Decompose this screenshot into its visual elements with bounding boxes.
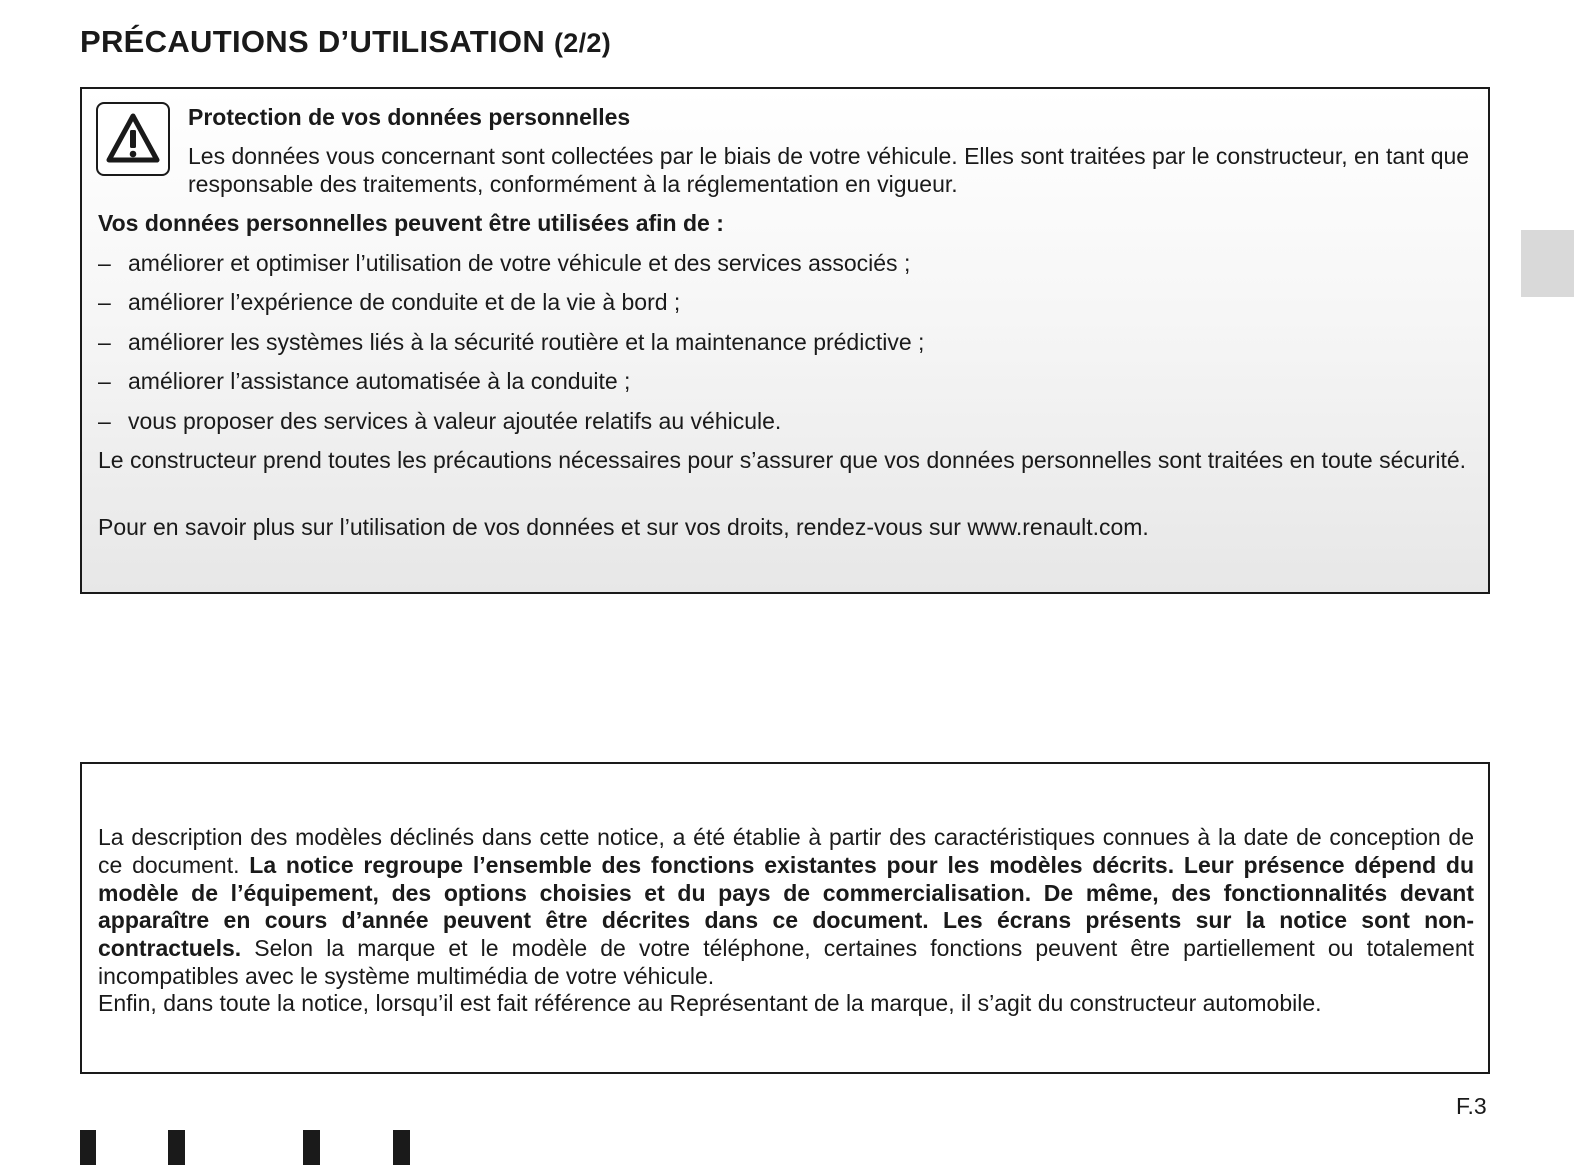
notice-disclaimer-text xyxy=(98,824,1474,991)
list-item xyxy=(98,367,924,406)
list-dash: – xyxy=(98,368,111,395)
list-item-text: améliorer les systèmes liés à la sécurité routière et la maintenance prédictive ; xyxy=(128,328,925,355)
privacy-security-note: Le constructeur prend toutes les précautions nécessaires pour s’assurer que vos données personnelles sont traitées en toute sécurité. xyxy=(98,447,1467,473)
notice-disclaimer-box xyxy=(80,762,1490,1074)
page-title-part: (2/2) xyxy=(553,28,611,58)
list-item xyxy=(98,407,924,446)
list-item xyxy=(98,288,924,327)
list-dash: – xyxy=(98,250,111,276)
list-item-text: améliorer l’assistance automatisée à la conduite ; xyxy=(128,368,631,395)
list-item xyxy=(98,328,924,367)
page-number: F.3 xyxy=(1456,1093,1487,1119)
privacy-more-info: Pour en savoir plus sur l’utilisation de vos données et sur vos droits, rendez-vous sur www.renault.com. xyxy=(98,514,1149,540)
notice-part1: La description des modèles déclinés dans cette notice, a été établie à partir des caractéristiques connues à la date de conception de ce document. xyxy=(98,824,1474,878)
list-item xyxy=(98,249,924,288)
list-dash: – xyxy=(98,407,111,434)
notice-part3: Selon la marque et le modèle de votre téléphone, certaines fonctions peuvent être partiellement ou totalement incompatibles avec le système multimédia de votre véhicule. xyxy=(98,935,1474,989)
privacy-warning-box xyxy=(80,87,1490,594)
privacy-intro: Les données vous concernant sont collectées par le biais de votre véhicule. Elles sont traitées par le constructeur, en tant que responsable des traitements, conformément à la réglementation en vigueur. xyxy=(188,143,1470,197)
privacy-usage-list xyxy=(98,249,924,446)
list-item-text: améliorer et optimiser l’utilisation de votre véhicule et des services associés ; xyxy=(128,250,911,276)
page-title-text: PRÉCAUTIONS D’UTILISATION xyxy=(80,24,546,59)
list-dash: – xyxy=(98,289,111,316)
list-item-text: améliorer l’expérience de conduite et de la vie à bord ; xyxy=(128,289,681,316)
print-mark-bar xyxy=(303,1130,320,1165)
print-mark-bar xyxy=(168,1130,185,1165)
page-title xyxy=(80,24,611,60)
side-tab-marker xyxy=(1521,230,1574,297)
warning-triangle-icon xyxy=(96,102,170,176)
print-mark-bar xyxy=(80,1130,96,1165)
print-mark-bar xyxy=(393,1130,410,1165)
list-item-text: vous proposer des services à valeur ajoutée relatifs au véhicule. xyxy=(128,407,782,434)
list-dash: – xyxy=(98,328,111,355)
notice-last-line: Enfin, dans toute la notice, lorsqu’il est fait référence au Représentant de la marque, il s’agit du constructeur automobile. xyxy=(98,990,1322,1016)
privacy-heading: Protection de vos données personnelles xyxy=(188,104,631,130)
notice-part2-bold: La notice regroupe l’ensemble des fonctions existantes pour les modèles décrits. Leur présence dépend du modèle de l’équipement, des options choisies et du pays de commercialisation. De même, des fonctionnalités devant apparaître en cours d’année peuvent être décrites dans ce document. Les écrans présents sur la notice sont non-contractuels. xyxy=(98,851,1474,962)
privacy-usage-lead: Vos données personnelles peuvent être utilisées afin de : xyxy=(98,210,724,236)
